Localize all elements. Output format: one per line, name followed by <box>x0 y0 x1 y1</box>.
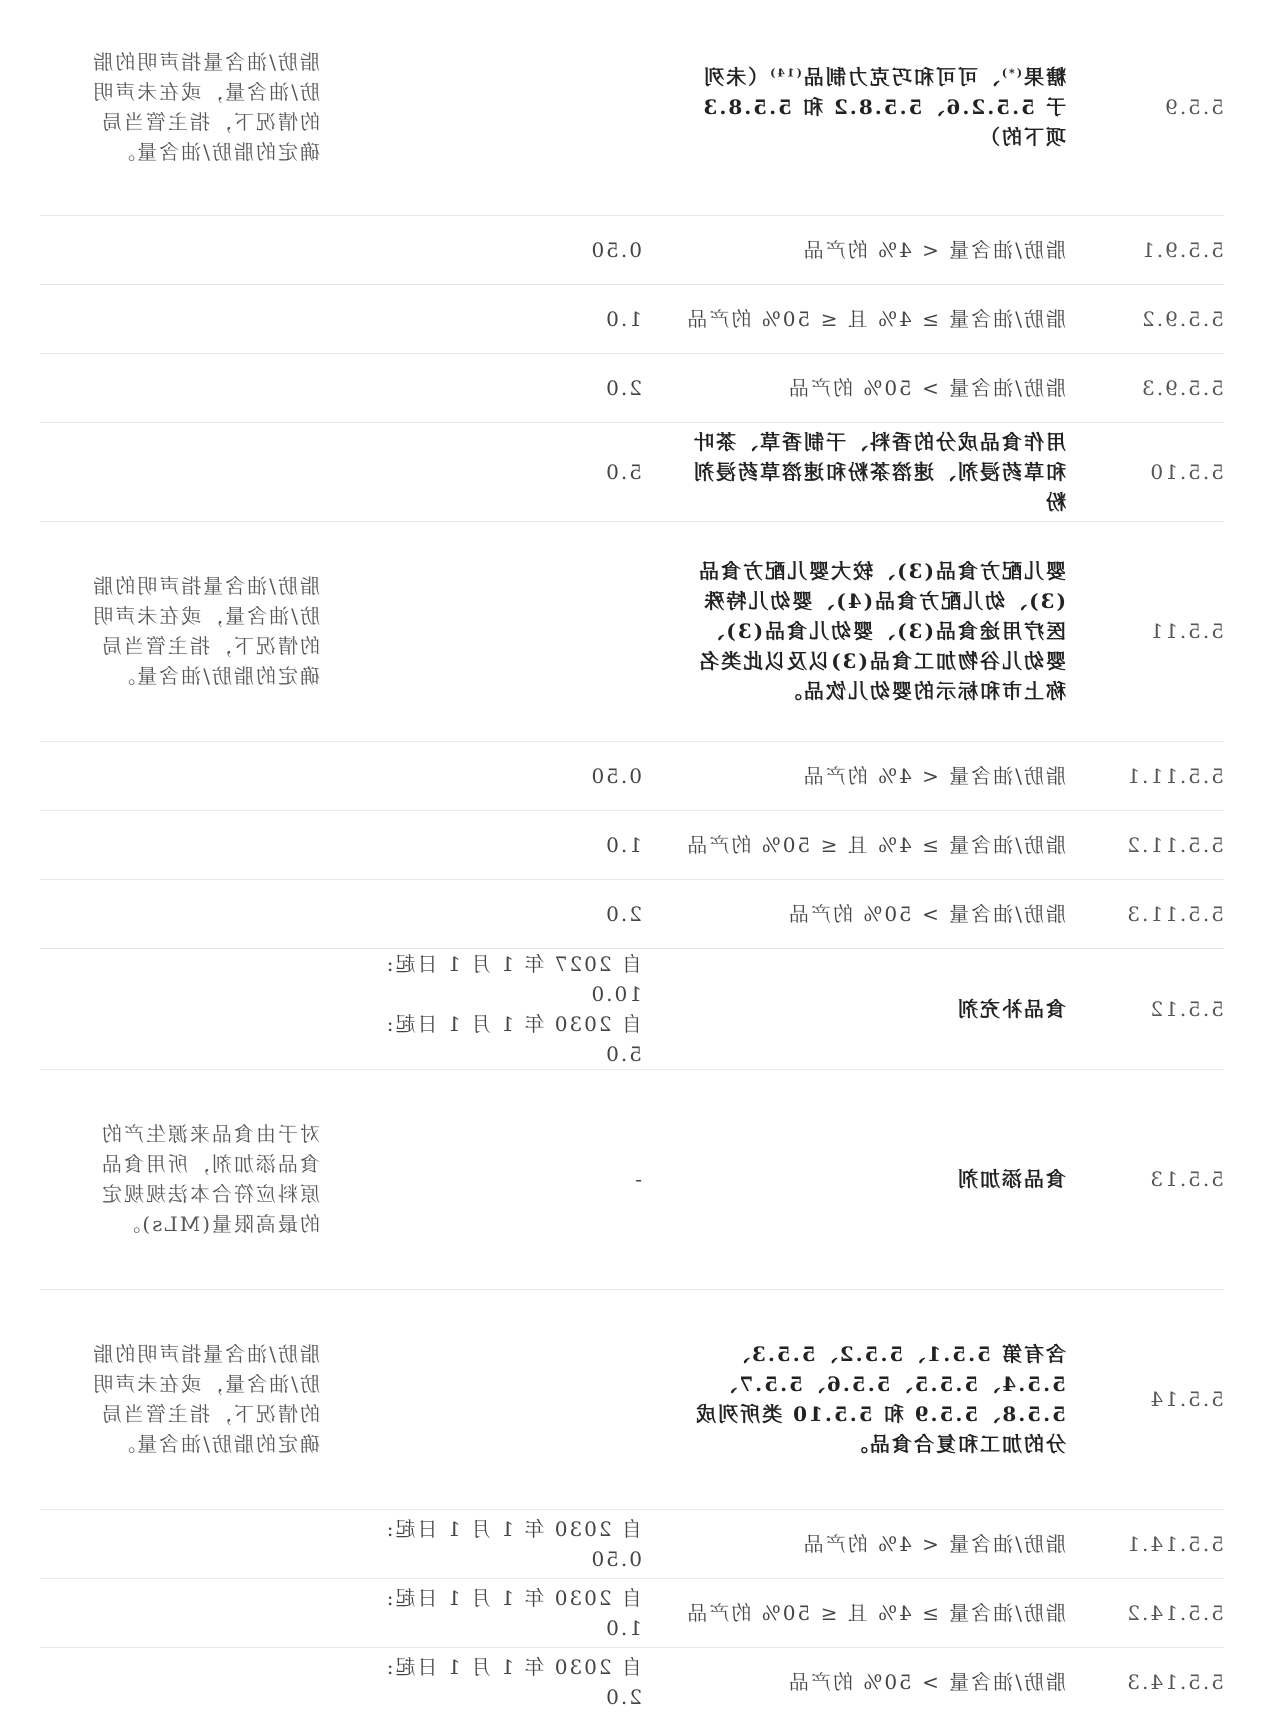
remark <box>40 422 348 521</box>
max-limit: 自 2030 年 1 月 1 日起: 0.50 <box>384 1516 642 1571</box>
category-number: 5.5.14 <box>1148 1387 1224 1411</box>
table-row <box>40 353 1224 422</box>
remark <box>40 353 348 422</box>
product-description: 脂肪/油含量 < 4% 的产品 <box>801 237 1066 262</box>
max-limit: 2.0 <box>604 901 642 926</box>
remark <box>40 879 348 948</box>
max-limit: 0.50 <box>589 237 642 262</box>
remark <box>40 1647 348 1716</box>
max-limit <box>348 1289 664 1509</box>
remark <box>40 1578 348 1647</box>
product-description: 婴儿配方食品(3)、较大婴儿配方食品(3)、幼儿配方食品(4)、婴幼儿特殊医疗用途食品(3)、婴幼儿食品(3)、婴幼儿谷物加工食品(3)以及以此类名称上市和标示的婴幼儿饮品。 <box>697 559 1066 703</box>
category-number: 5.5.11.3 <box>1125 901 1224 926</box>
max-limit: - <box>633 1167 642 1191</box>
max-limit <box>348 0 664 215</box>
remark <box>40 284 348 353</box>
max-limit <box>348 521 664 741</box>
remark <box>40 215 348 284</box>
category-number: 5.5.14.2 <box>1125 1600 1224 1625</box>
max-limit: 0.50 <box>589 763 642 788</box>
remark: 对于由食品来源生产的食品添加剂，所用食品原料应符合本法规规定的最高限量(MLs)。 <box>100 1122 320 1236</box>
category-number: 5.5.10 <box>1148 459 1224 484</box>
remark <box>40 741 348 810</box>
product-description: 脂肪/油含量 ≥ 4% 且 ≤ 50% 的产品 <box>685 1600 1066 1625</box>
product-description: 脂肪/油含量 > 50% 的产品 <box>786 1669 1066 1694</box>
product-description: 食品添加剂 <box>956 1167 1066 1191</box>
table-row <box>40 741 1224 810</box>
remark <box>40 810 348 879</box>
max-limit: 1.0 <box>604 306 642 331</box>
max-limit <box>348 948 664 1069</box>
category-number: 5.5.13 <box>1148 1167 1224 1191</box>
product-description: 脂肪/油含量 ≥ 4% 且 ≤ 50% 的产品 <box>685 306 1066 331</box>
product-description: 脂肪/油含量 > 50% 的产品 <box>786 901 1066 926</box>
max-limit: 1.0 <box>604 832 642 857</box>
limit-line: 自 2027 年 1 月 1 日起: 10.0 <box>384 951 642 1006</box>
category-number: 5.5.9.3 <box>1140 375 1224 400</box>
table-row <box>40 1069 1224 1289</box>
table-row <box>40 879 1224 948</box>
table-row <box>40 521 1224 741</box>
table-row <box>40 948 1224 1069</box>
product-description: 脂肪/油含量 < 4% 的产品 <box>801 763 1066 788</box>
product-description: 含有第 5.5.1、5.5.2、5.5.3、5.5.4、5.5.5、5.5.6、5.5.7、5.5.8、5.5.9 和 5.5.10 类所列成分的加工和复合食品。 <box>694 1342 1066 1456</box>
remark <box>40 1509 348 1578</box>
remark: 脂肪/油含量指声明的脂肪/油含量，或在未声明的情况下，指主管当局确定的脂肪/油含量。 <box>91 1342 320 1456</box>
table-row <box>40 1509 1224 1578</box>
product-description: 糖果(*)、可可和巧克力制品$^{(14)}$（未列于 5.5.2.6、5.5.8.2 和 5.5.8.3 项下的） <box>701 65 1066 150</box>
table-row <box>40 1578 1224 1647</box>
category-number: 5.5.12 <box>1148 996 1224 1021</box>
category-number: 5.5.11.2 <box>1125 832 1224 857</box>
table-row <box>40 0 1224 215</box>
category-number: 5.5.9.2 <box>1140 306 1224 331</box>
category-number: 5.5.11.1 <box>1125 763 1224 788</box>
max-limit: 5.0 <box>604 459 642 484</box>
product-description: 脂肪/油含量 ≥ 4% 且 ≤ 50% 的产品 <box>685 832 1066 857</box>
max-limit: 自 2030 年 1 月 1 日起: 1.0 <box>384 1585 642 1640</box>
max-limit: 2.0 <box>604 375 642 400</box>
category-number: 5.5.14.3 <box>1125 1669 1224 1694</box>
table-row <box>40 810 1224 879</box>
product-description: 脂肪/油含量 < 4% 的产品 <box>801 1531 1066 1556</box>
limit-line: 自 2030 年 1 月 1 日起: 5.0 <box>384 1011 642 1066</box>
remark: 脂肪/油含量指声明的脂肪/油含量，或在未声明的情况下，指主管当局确定的脂肪/油含量。 <box>91 574 320 688</box>
ml-table <box>40 0 1224 1716</box>
category-number: 5.5.11 <box>1148 619 1224 643</box>
table-row <box>40 284 1224 353</box>
table-row <box>40 422 1224 521</box>
category-number: 5.5.9.1 <box>1140 237 1224 262</box>
product-description: 脂肪/油含量 > 50% 的产品 <box>786 375 1066 400</box>
category-number: 5.5.14.1 <box>1125 1531 1224 1556</box>
table-row <box>40 215 1224 284</box>
remark <box>40 948 348 1069</box>
table-row <box>40 1647 1224 1716</box>
table-row <box>40 1289 1224 1509</box>
product-description: 用作食品成分的香料、干制香草、茶叶和草药浸剂、速溶茶粉和速溶草药浸剂粉 <box>692 429 1066 514</box>
product-description: 食品补充剂 <box>956 996 1066 1021</box>
max-limit: 自 2030 年 1 月 1 日起: 2.0 <box>384 1654 642 1709</box>
category-number: 5.5.9 <box>1163 95 1224 120</box>
remark: 脂肪/油含量指声明的脂肪/油含量，或在未声明的情况下，指主管当局确定的脂肪/油含量。 <box>91 50 320 165</box>
